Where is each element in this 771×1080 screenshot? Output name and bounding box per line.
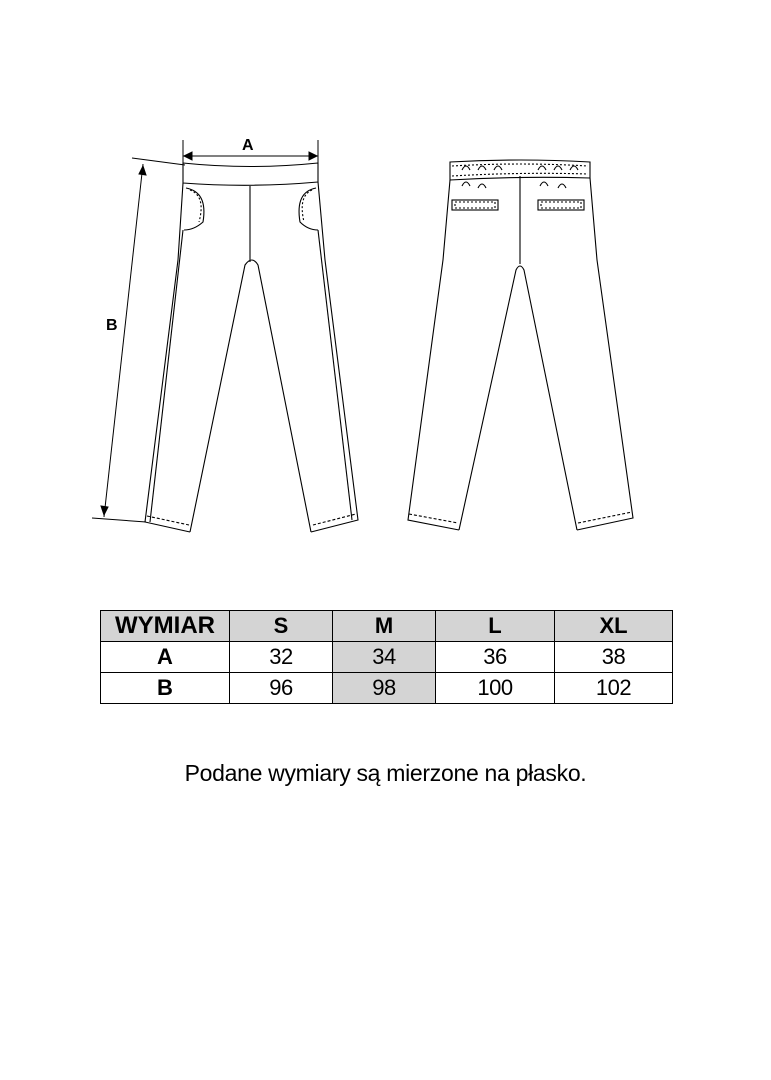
cell-b-l: 100: [436, 673, 555, 704]
table-row: [101, 673, 673, 704]
cell-b-s: 96: [230, 673, 333, 704]
cell-a-xl: 38: [555, 642, 673, 673]
cell-b-m: 98: [333, 673, 436, 704]
cell-a-s: 32: [230, 642, 333, 673]
header-size-m: M: [333, 611, 436, 642]
measurement-note: Podane wymiary są mierzone na płasko.: [184, 760, 587, 786]
row-label-b: B: [101, 673, 230, 704]
header-size-s: S: [230, 611, 333, 642]
label-a: A: [242, 137, 254, 154]
header-size-l: L: [436, 611, 555, 642]
front-pants-sketch: [145, 163, 358, 532]
table-row: [101, 642, 673, 673]
size-table: [100, 610, 673, 704]
cell-b-xl: 102: [555, 673, 673, 704]
header-wymiar: WYMIAR: [101, 611, 230, 642]
table-header-row: [101, 611, 673, 642]
row-label-a: A: [101, 642, 230, 673]
label-b: B: [106, 317, 118, 334]
back-pants-sketch: [408, 160, 633, 530]
header-size-xl: XL: [555, 611, 673, 642]
cell-a-m: 34: [333, 642, 436, 673]
cell-a-l: 36: [436, 642, 555, 673]
